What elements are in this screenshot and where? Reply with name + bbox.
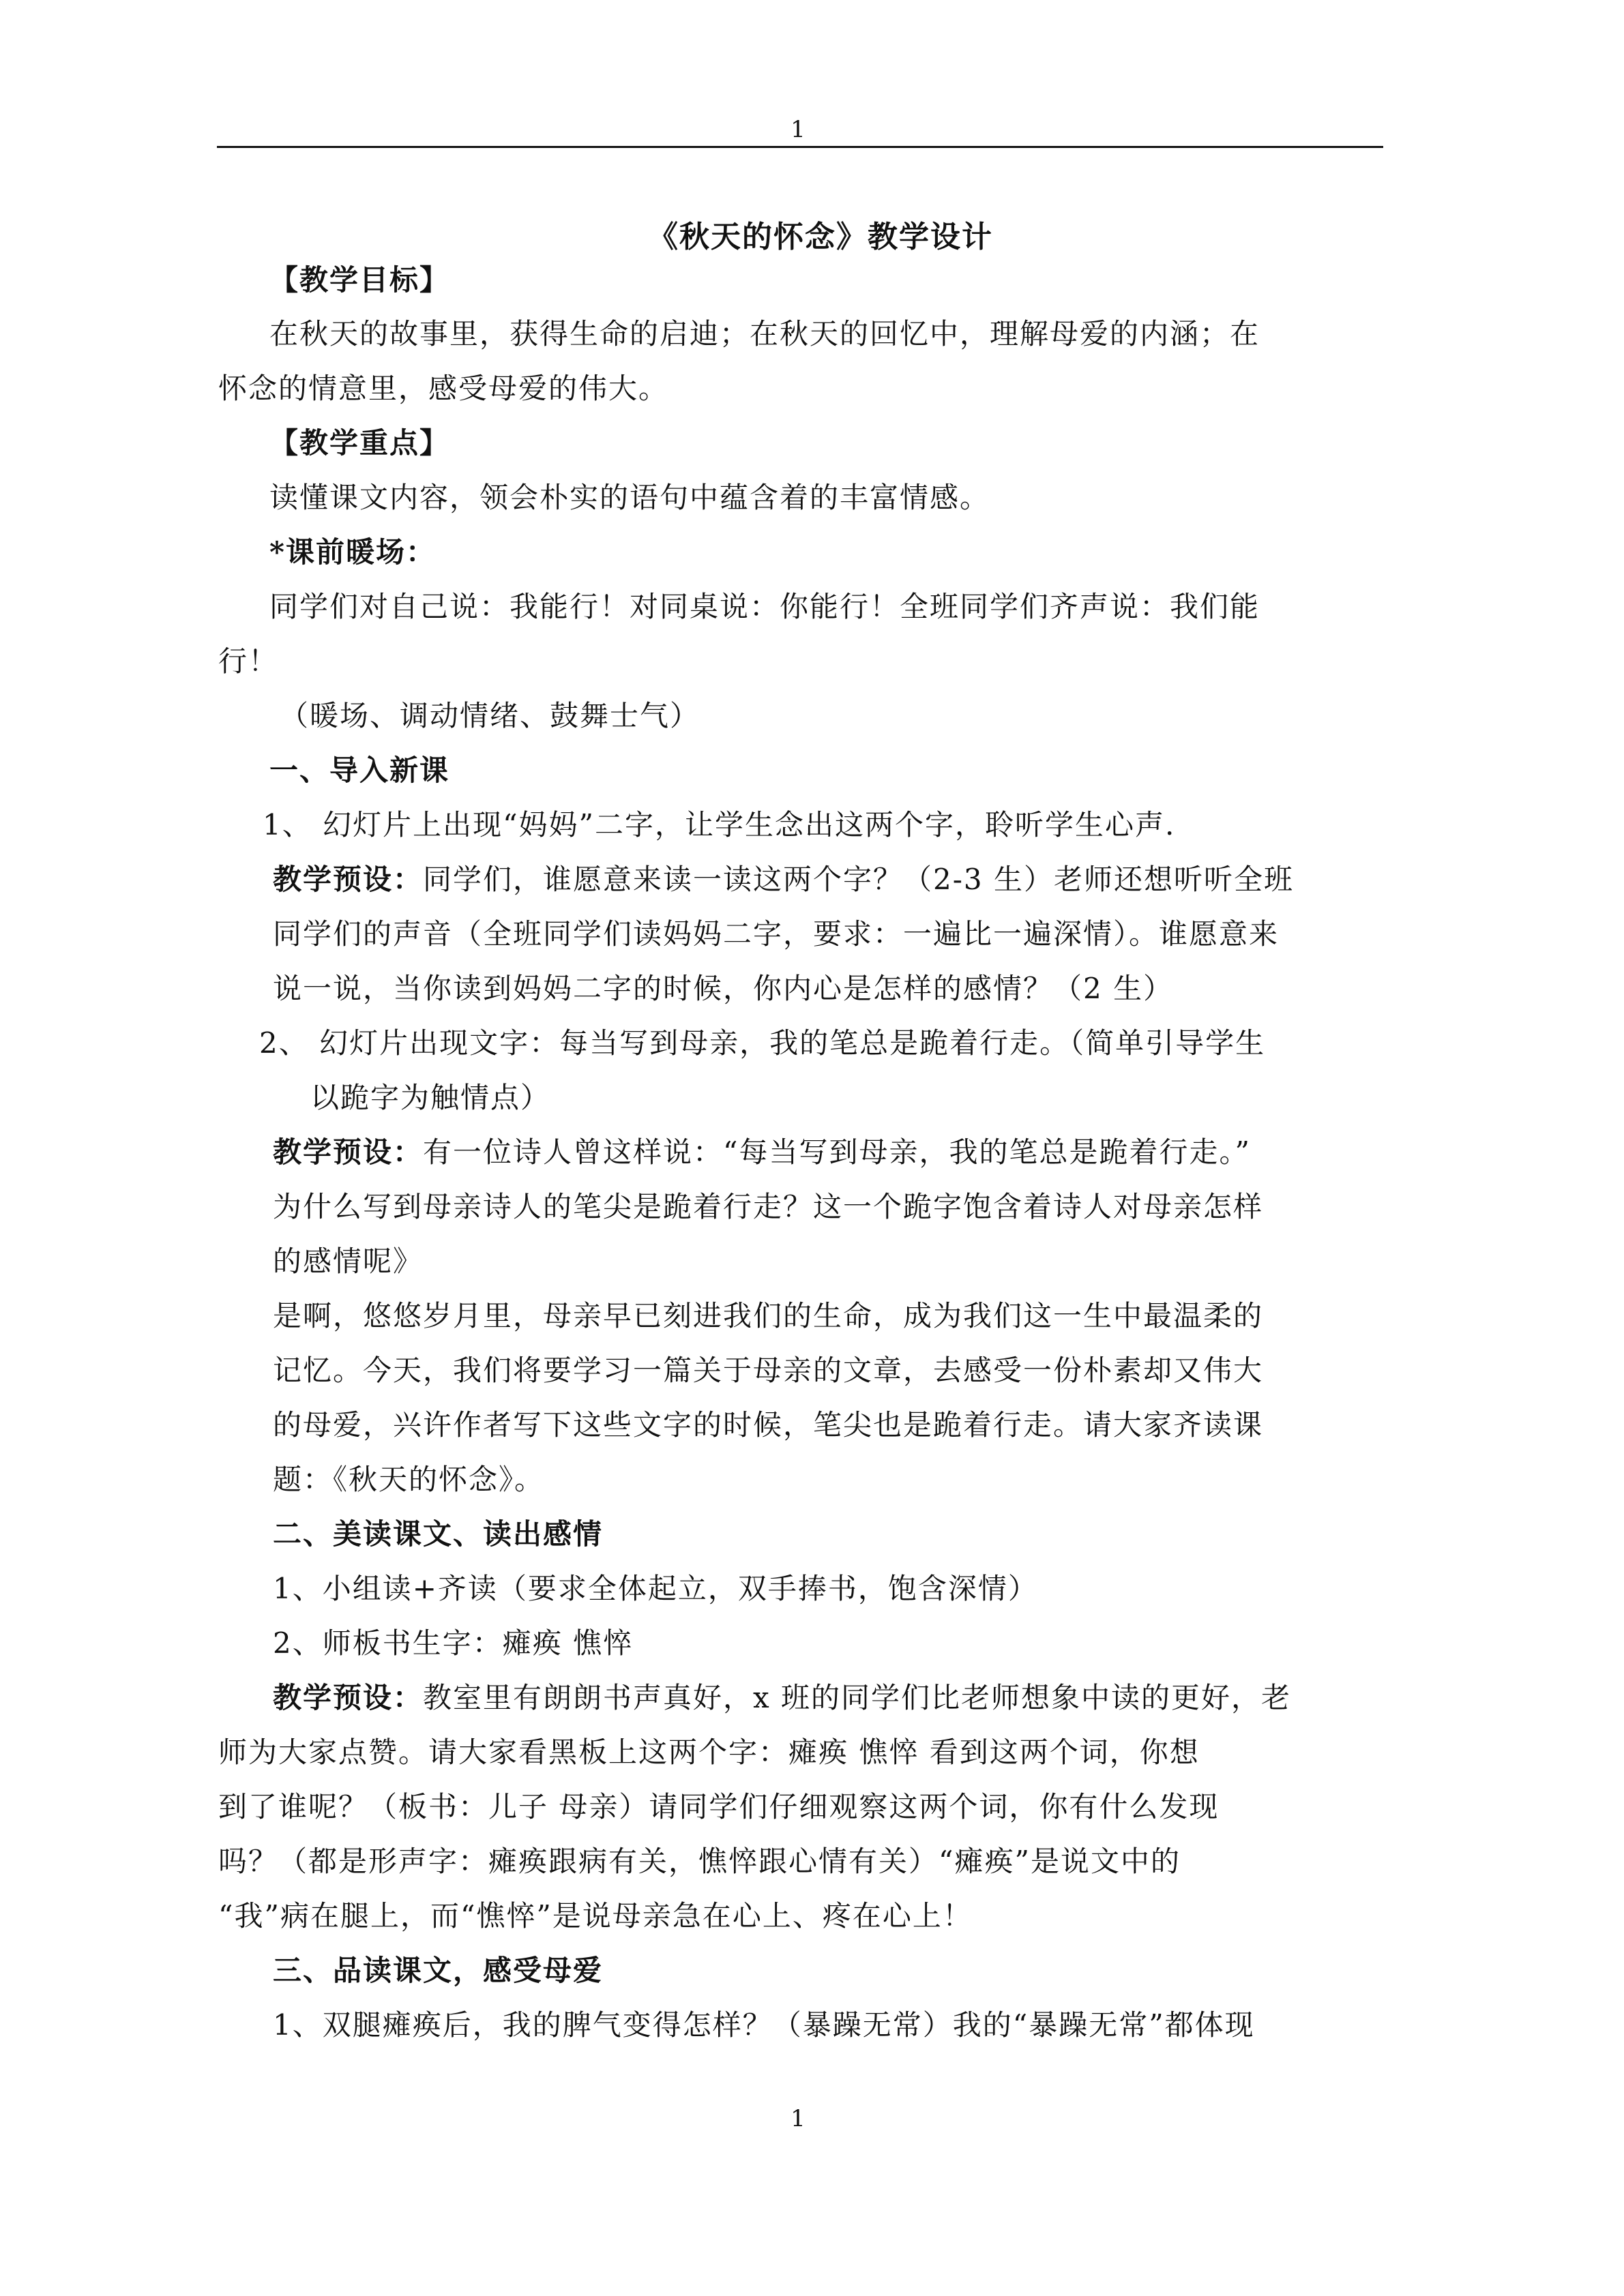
paragraph-line: 1、双腿瘫痪后，我的脾气变得怎样？（暴躁无常）我的“暴躁无常”都体现: [273, 2008, 1255, 2042]
footer-page-number: 1: [791, 2105, 806, 2132]
teaching-preset-label: 教学预设：: [273, 1681, 424, 1714]
paragraph-line: [273, 1679, 1291, 1717]
paragraph-line: 题：《秋天的怀念》。: [273, 1463, 545, 1496]
paragraph-text: 有一位诗人曾这样说：“每当写到母亲，我的笔总是跪着行走。”: [423, 1135, 1251, 1169]
paragraph-text: 教室里有朗朗书声真好，x 班的同学们比老师想象中读的更好，老: [423, 1681, 1292, 1714]
paragraph-line: 到了谁呢？（板书：儿子 母亲）请同学们仔细观察这两个词，你有什么发现: [218, 1790, 1220, 1823]
section-heading: 一、导入新课: [269, 754, 450, 787]
paragraph-line: 吗？（都是形声字：瘫痪跟病有关，憔悴跟心情有关）“瘫痪”是说文中的: [218, 1845, 1181, 1878]
paragraph-text: 同学们，谁愿意来读一读这两个字？（2-3 生）老师还想听听全班: [423, 863, 1295, 896]
section-heading: 三、品读课文，感受母爱: [273, 1954, 604, 1987]
teaching-preset-label: 教学预设：: [273, 863, 424, 896]
header-rule: [217, 146, 1383, 148]
paragraph-line: 1、小组读+齐读（要求全体起立，双手捧书，饱含深情）: [273, 1572, 1038, 1605]
paragraph-line: [273, 861, 1294, 899]
paragraph-line: 师为大家点赞。请大家看黑板上这两个字：瘫痪 憔悴 看到这两个词，你想: [218, 1735, 1200, 1769]
paragraph-line: 同学们的声音（全班同学们读妈妈二字，要求：一遍比一遍深情）。谁愿意来: [273, 917, 1280, 951]
paragraph-line: 的感情呢》: [273, 1244, 424, 1278]
paragraph-line: 2、师板书生字：瘫痪 憔悴: [273, 1626, 634, 1660]
section-heading: 【教学重点】: [269, 426, 450, 460]
paragraph-line: 为什么写到母亲诗人的笔尖是跪着行走？这一个跪字饱含着诗人对母亲怎样: [273, 1190, 1264, 1223]
document-title: 《秋天的怀念》教学设计: [648, 220, 993, 254]
paragraph-line: 记忆。今天，我们将要学习一篇关于母亲的文章，去感受一份朴素却又伟大: [273, 1354, 1264, 1387]
paragraph-line: （暖场、调动情绪、鼓舞士气）: [280, 699, 700, 732]
teaching-preset-label: 教学预设：: [273, 1135, 424, 1169]
section-heading: *课前暖场：: [269, 535, 436, 569]
paragraph-line: 说一说，当你读到妈妈二字的时候，你内心是怎样的感情？（2 生）: [273, 972, 1174, 1005]
paragraph-line: “我”病在腿上，而“憔悴”是说母亲急在心上、疼在心上！: [218, 1899, 973, 1933]
paragraph-line: 在秋天的故事里，获得生命的启迪；在秋天的回忆中，理解母爱的内涵；在: [269, 317, 1260, 351]
paragraph-line: 怀念的情意里，感受母爱的伟大。: [218, 372, 669, 405]
paragraph-line: 是啊，悠悠岁月里，母亲早已刻进我们的生命，成为我们这一生中最温柔的: [273, 1299, 1264, 1332]
paragraph-line: 的母爱，兴许作者写下这些文字的时候，笔尖也是跪着行走。请大家齐读课: [273, 1408, 1264, 1442]
section-heading: 二、美读课文、读出感情: [273, 1517, 604, 1551]
paragraph-line: 2、 幻灯片出现文字：每当写到母亲，我的笔总是跪着行走。（简单引导学生: [259, 1026, 1266, 1060]
paragraph-line: 以跪字为触情点）: [310, 1081, 551, 1114]
paragraph-line: 行！: [218, 644, 279, 678]
paragraph-line: 1、 幻灯片上出现“妈妈”二字，让学生念出这两个字，聆听学生心声.: [263, 808, 1176, 841]
section-heading: 【教学目标】: [269, 263, 450, 297]
paragraph-line: 读懂课文内容，领会朴实的语句中蕴含着的丰富情感。: [269, 481, 990, 514]
paragraph-line: [273, 1133, 1251, 1172]
header-page-number: 1: [791, 116, 806, 143]
paragraph-line: 同学们对自己说：我能行！对同桌说：你能行！全班同学们齐声说：我们能: [269, 590, 1260, 623]
